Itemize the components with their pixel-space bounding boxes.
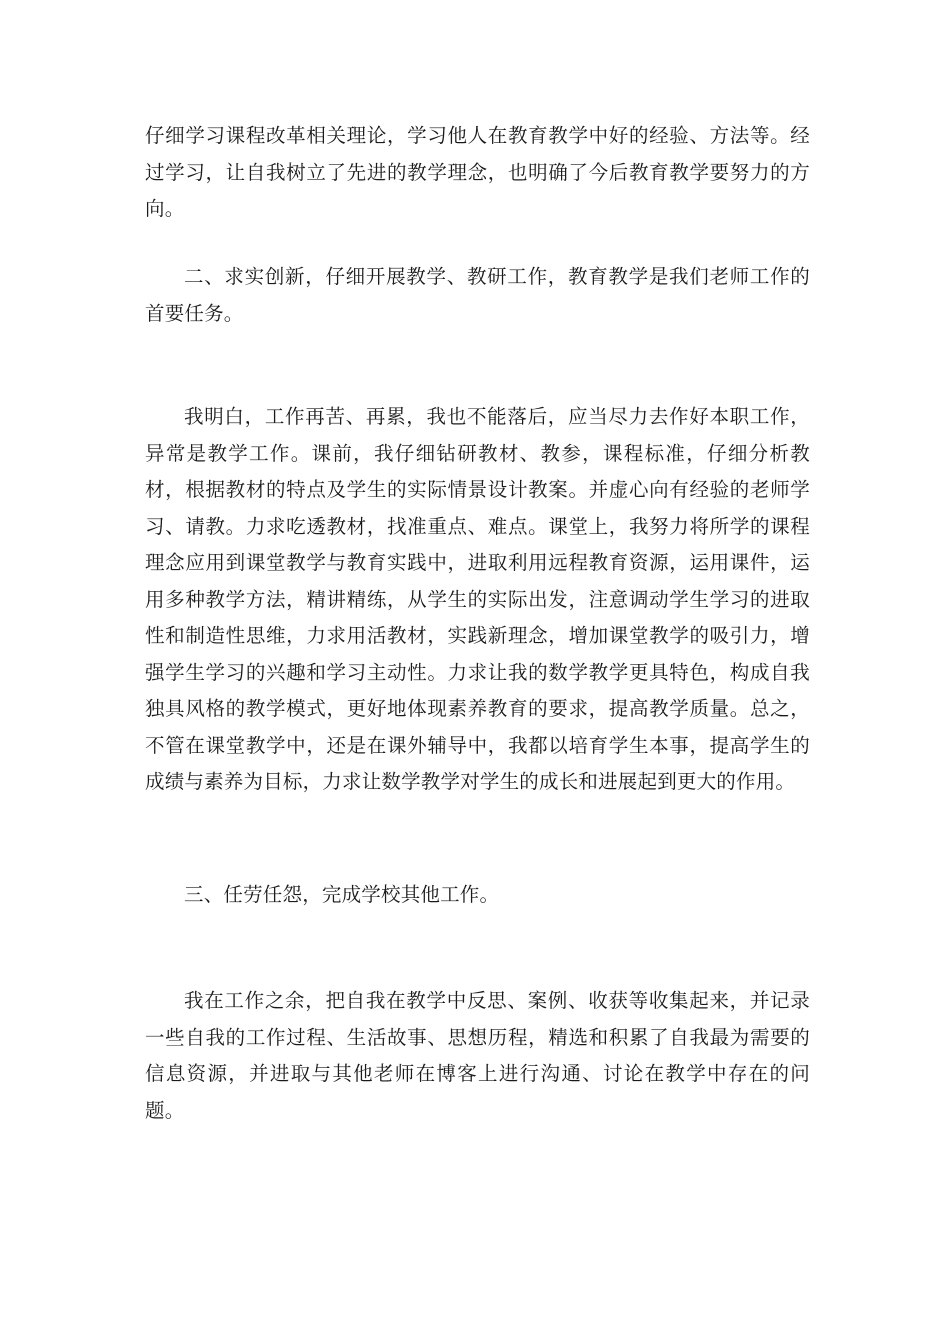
paragraph-teaching-work: 我明白，工作再苦、再累，我也不能落后，应当尽力去作好本职工作，异常是教学工作。课前，我仔细钻研教材、教参，课程标准，仔细分析教材，根据教材的特点及学生的实际情景设计教案。并虚心向有经验的老师学习、请教。力求吃透教材，找准重点、难点。课堂上，我努力将所学的课程理念应用到课堂教学与教育实践中，进取利用远程教育资源，运用课件，运用多种教学方法，精讲精练，从学生的实际出发，注意调动学生学习的进取性和制造性思维，力求用活教材，实践新理念，增加课堂教学的吸引力，增强学生学习的兴趣和学习主动性。力求让我的数学教学更具特色，构成自我独具风格的教学模式，更好地体现素养教育的要求，提高教学质量。总之，不管在课堂教学中，还是在课外辅导中，我都以培育学生本事，提高学生的成绩与素养为目标，力求让数学教学对学生的成长和进展起到更大的作用。	[145, 405, 810, 793]
paragraph-section-three-heading: 三、任劳任怨，完成学校其他工作。	[184, 883, 500, 906]
paragraph-study-theory: 仔细学习课程改革相关理论，学习他人在教育教学中好的经验、方法等。经过学习，让自我树立了先进的教学理念，也明确了今后教育教学要努力的方向。	[145, 124, 810, 220]
paragraph-section-two-heading: 二、求实创新，仔细开展教学、教研工作，教育教学是我们老师工作的首要任务。	[145, 265, 810, 325]
paragraph-reflection-blog: 我在工作之余，把自我在教学中反思、案例、收获等收集起来，并记录一些自我的工作过程、生活故事、思想历程，精选和积累了自我最为需要的信息资源，并进取与其他老师在博客上进行沟通、讨论在教学中存在的问题。	[145, 989, 810, 1122]
